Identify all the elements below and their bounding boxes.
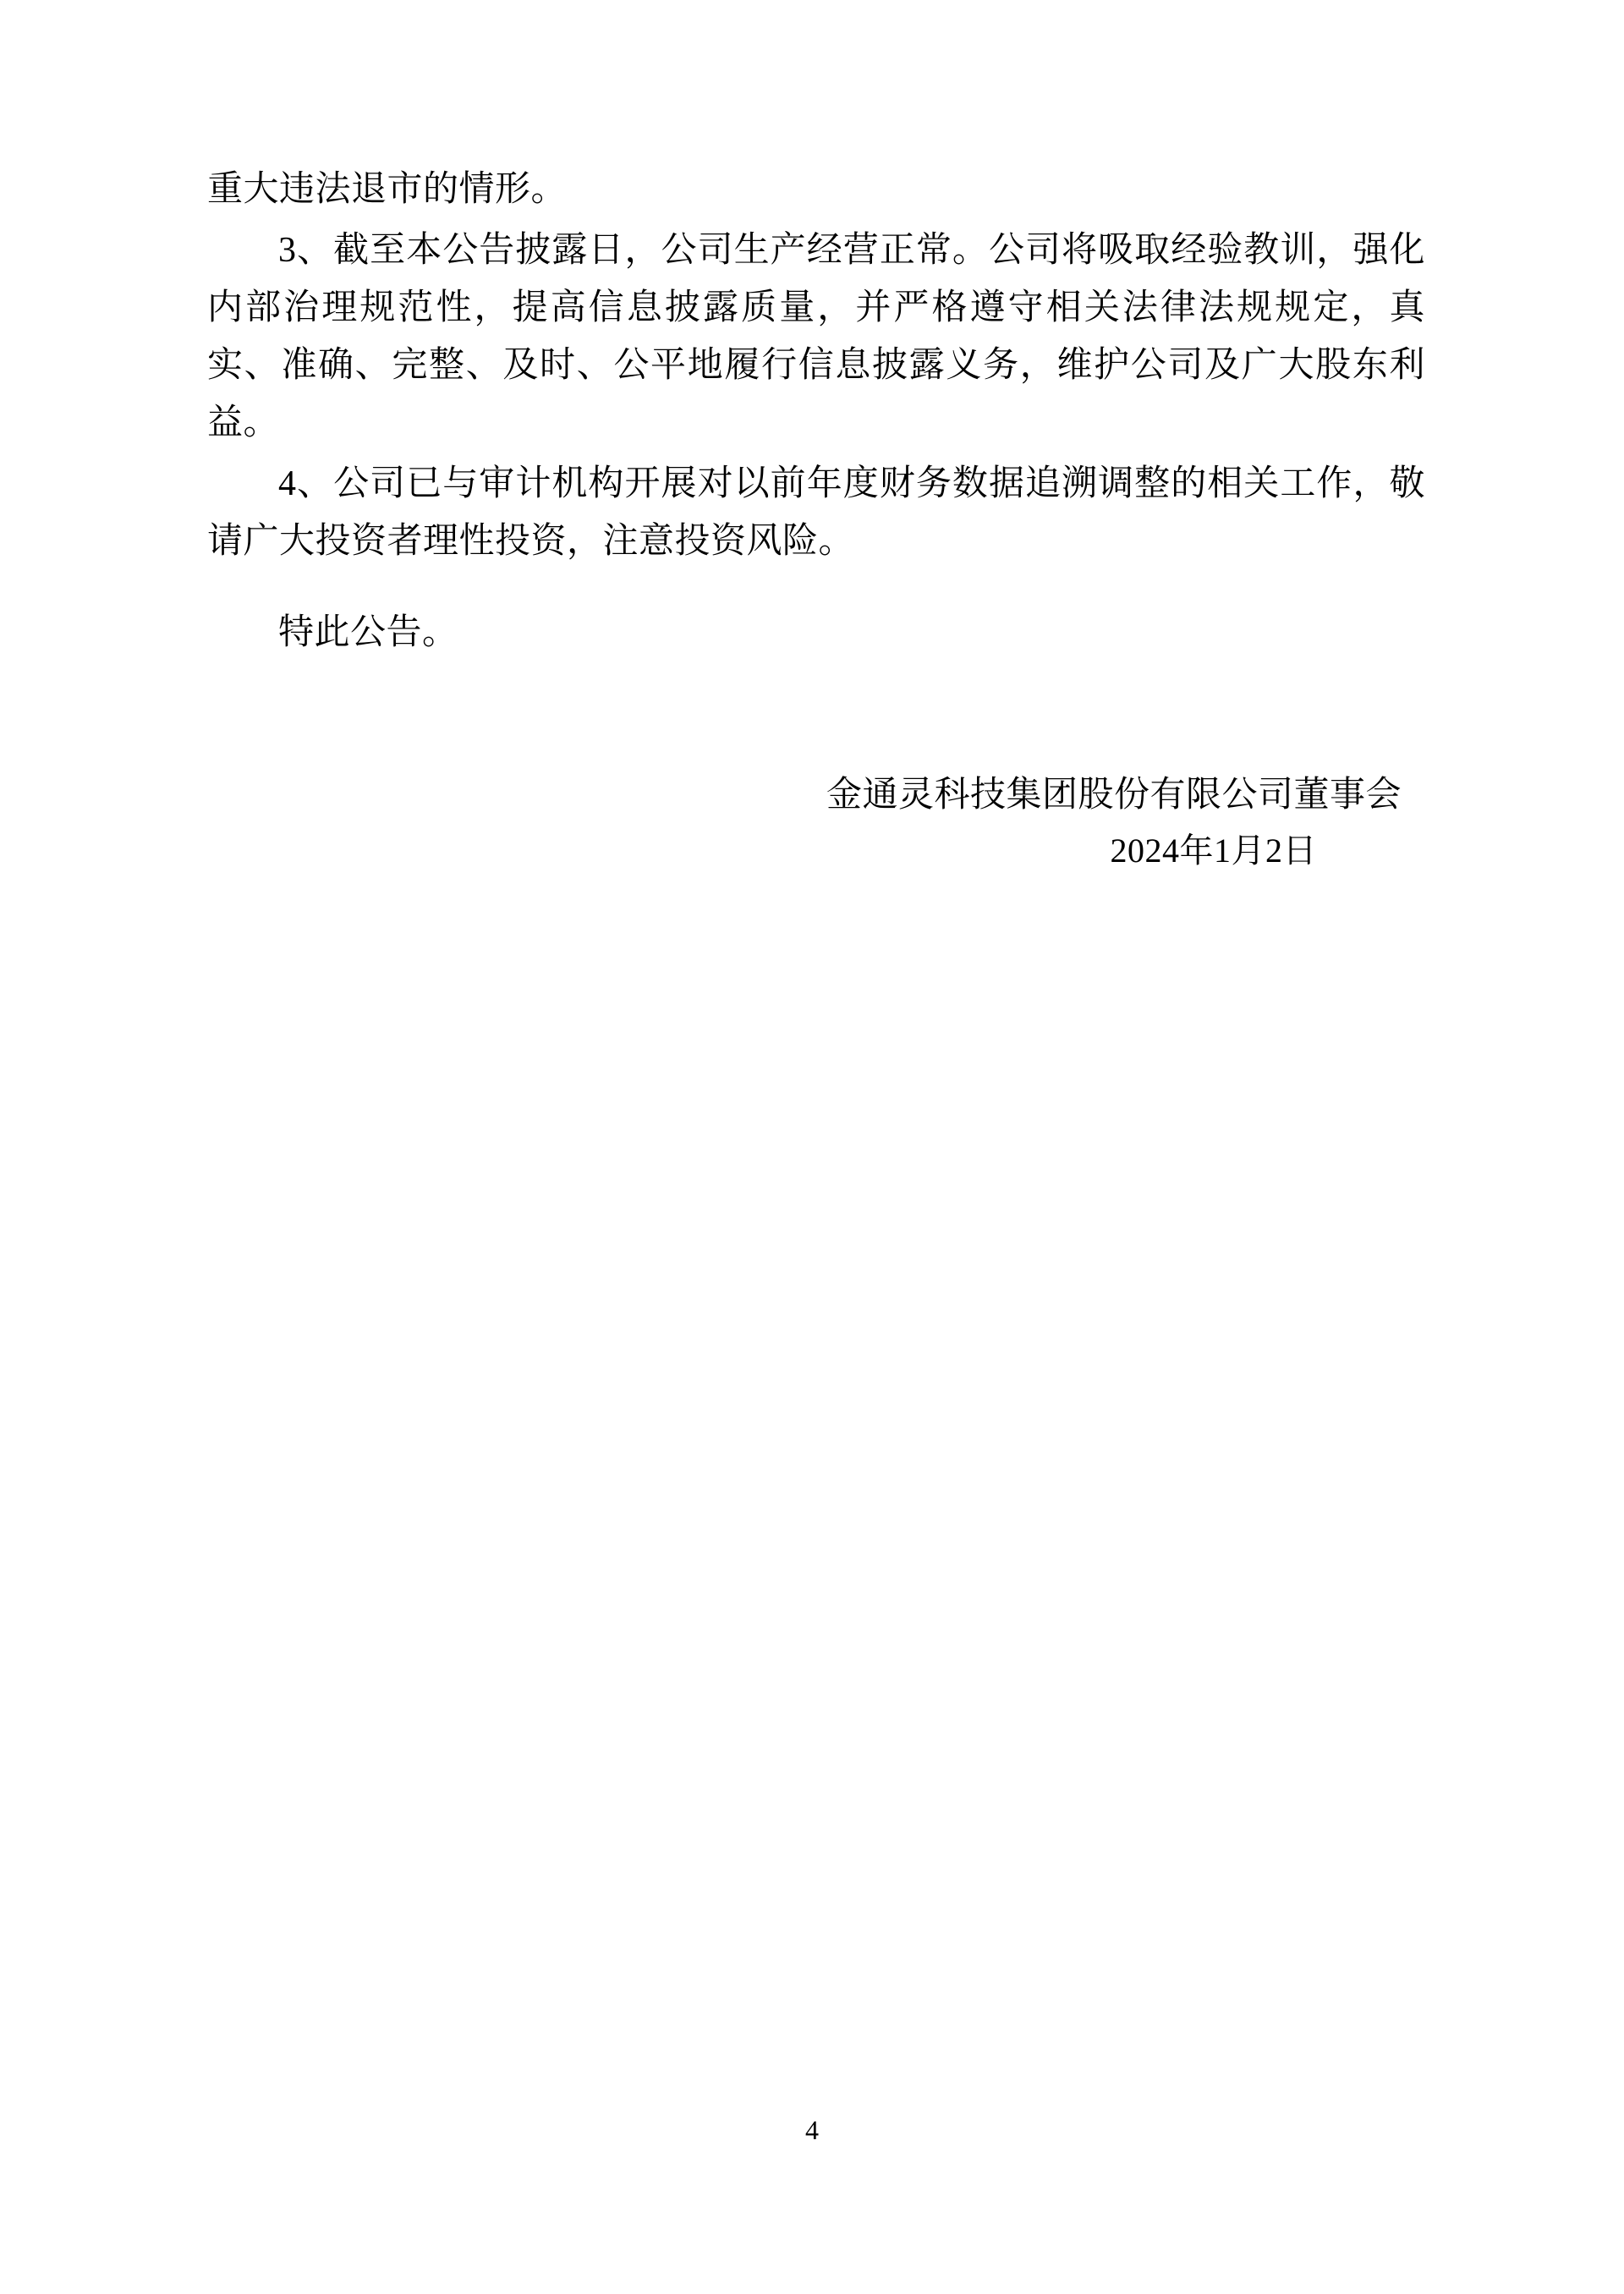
signature-company: 金通灵科技集团股份有限公司董事会 (826, 776, 1402, 815)
spacer-before-signature (207, 665, 1425, 766)
document-body (207, 161, 1425, 879)
page-number: 4 (805, 2115, 819, 2145)
paragraph-closing: 特此公告。 (278, 613, 458, 653)
spacer-before-closing (207, 574, 1425, 604)
signature-block (207, 766, 1425, 879)
signature-date: 2024年1月2日 (1110, 831, 1317, 870)
paragraph-continued: 重大违法退市的情形。 (207, 170, 568, 209)
paragraph-item-4: 4、公司已与审计机构开展对以前年度财务数据追溯调整的相关工作，敬请广大投资者理性投资，注意投资风险。 (207, 464, 1425, 562)
paragraph-item-3: 3、截至本公告披露日，公司生产经营正常。公司将吸取经验教训，强化内部治理规范性，提高信息披露质量，并严格遵守相关法律法规规定，真实、准确、完整、及时、公平地履行信息披露义务，维护公司及广大股东利益。 (207, 231, 1425, 443)
